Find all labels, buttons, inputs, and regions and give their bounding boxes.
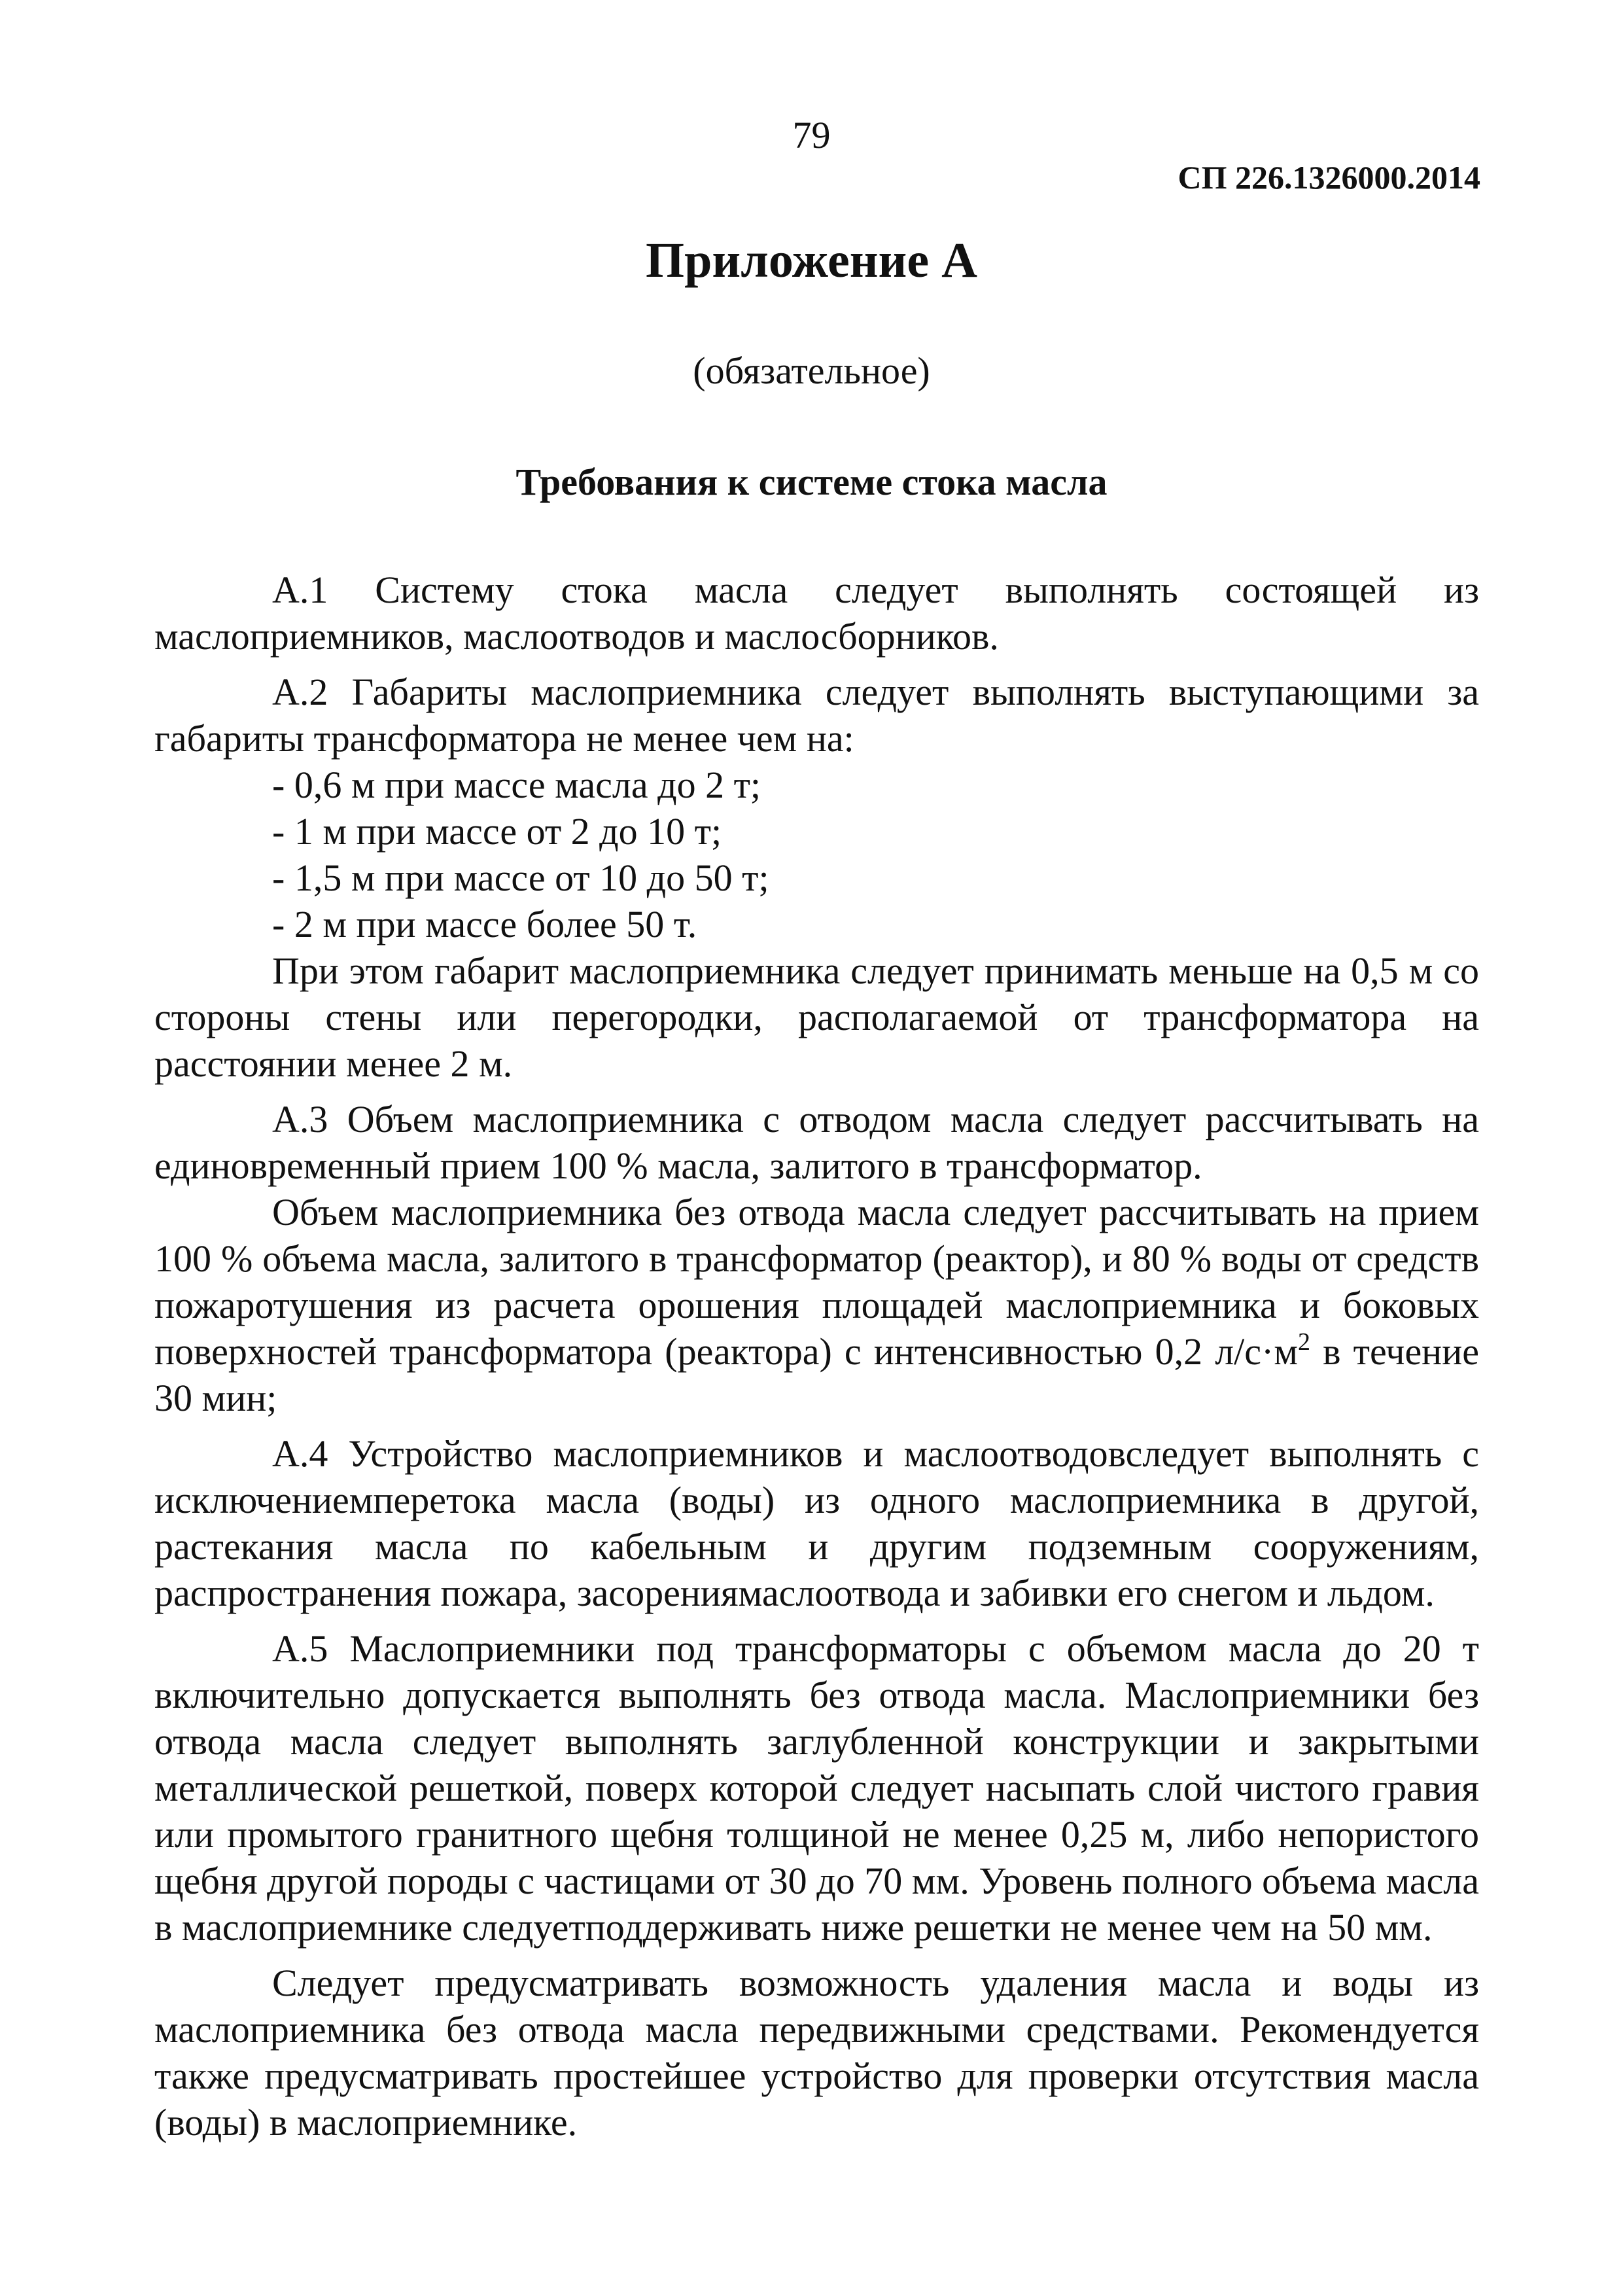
section-title: Требования к системе стока масла xyxy=(515,461,1108,503)
superscript-two: 2 xyxy=(1298,1328,1311,1356)
body-text xyxy=(154,567,1479,2146)
clause-a3-second-text: Объем маслоприемника без отвода масла следует рассчитывать на прием 100 % объема масла, залитого в трансформатор (реактор), и 80 % воды от средств пожаротушения из расчета орошения площадей маслоприемника и боковых поверхностей трансформатора (реактора) с интенсивностью 0,2 л/с·м xyxy=(154,1191,1479,1373)
clause-a3: А.3 Объем маслоприемника с отводом масла следует рассчитывать на единовременный прием 100 % масла, залитого в трансформатор. xyxy=(154,1098,1479,1187)
clause-a2-item: - 2 м при массе более 50 т. xyxy=(272,903,697,945)
clause-a4: А.4 Устройство маслоприемников и маслоотводовследует выполнять с исключениемперетока масла (воды) из одного маслоприемника в другой, растекания масла по кабельным и другим подземным сооружениям, распространения пожара, засорениямаслоотвода и забивки его снегом и льдом. xyxy=(154,1432,1479,1614)
clause-a5: А.5 Маслоприемники под трансформаторы с объемом масла до 20 т включительно допускается выполнять без отвода масла. Маслоприемники без отвода масла следует выполнять заглубленной конструкции и закрытыми металлической решеткой, поверх которой следует насыпать слой чистого гравия или промытого гранитного щебня толщиной не менее 0,25 м, либо непористого щебня другой породы с частицами от 30 до 70 мм. Уровень полного объема масла в маслоприемнике следуетподдерживать ниже решетки не менее чем на 50 мм. xyxy=(154,1627,1479,1949)
clause-a3-second xyxy=(154,1189,1479,1421)
clause-a2-note: При этом габарит маслоприемника следует принимать меньше на 0,5 м со стороны стены или перегородки, располагаемой от трансформатора на расстоянии менее 2 м. xyxy=(154,949,1479,1085)
clause-a1: А.1 Систему стока масла следует выполнять состоящей из маслоприемников, маслоотводов и маслосборников. xyxy=(154,569,1479,658)
clause-a3-second-tail: в течение 30 мин; xyxy=(154,1330,1480,1419)
clause-a2-item: - 1 м при массе от 2 до 10 т; xyxy=(272,810,722,853)
clause-a2-item: - 1,5 м при массе от 10 до 50 т; xyxy=(272,857,769,899)
clause-a2: А.2 Габариты маслоприемника следует выполнять выступающими за габариты трансформатора не менее чем на: xyxy=(154,671,1479,760)
document-code: СП 226.1326000.2014 xyxy=(1178,159,1480,196)
appendix-status: (обязательное) xyxy=(693,349,930,392)
appendix-title: Приложение А xyxy=(646,233,977,288)
clause-a2-item: - 0,6 м при массе масла до 2 т; xyxy=(272,764,761,806)
page-number: 79 xyxy=(792,114,831,156)
clause-a5-note: Следует предусматривать возможность удаления масла и воды из маслоприемника без отвода масла передвижными средствами. Рекомендуется также предусматривать простейшее устройство для проверки отсутствия масла (воды) в маслоприемнике. xyxy=(154,1962,1479,2144)
